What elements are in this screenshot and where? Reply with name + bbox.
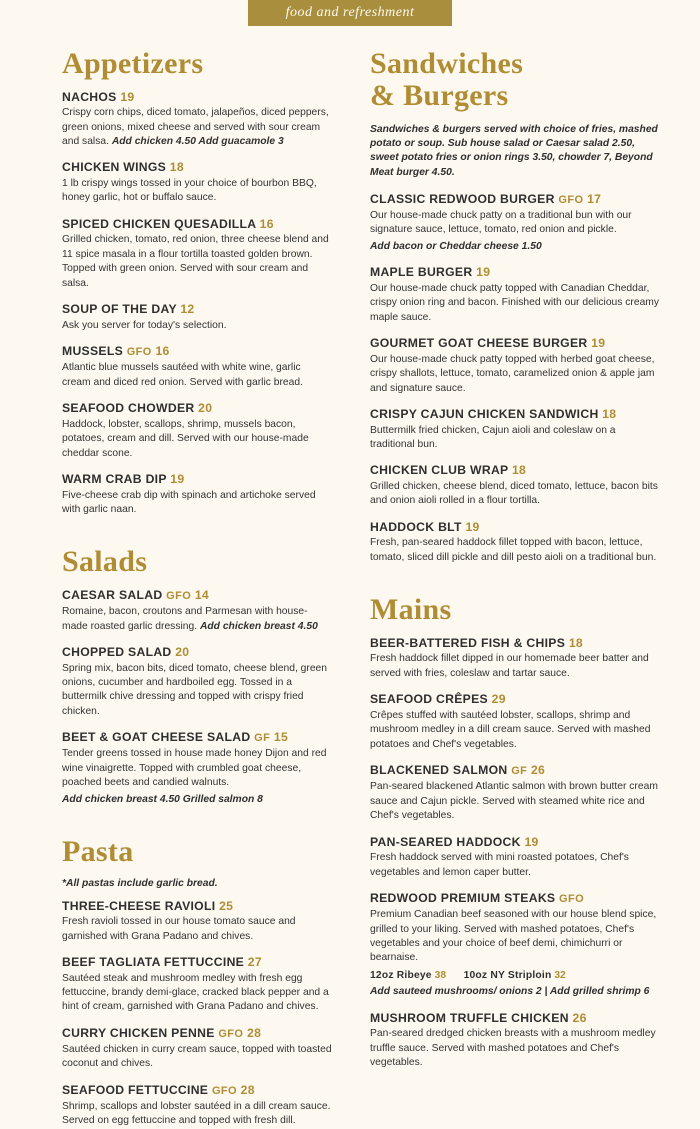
menu-item <box>62 90 332 150</box>
menu-item-name: CHOPPED SALAD <box>62 644 172 659</box>
menu-item-head <box>62 955 332 970</box>
menu-item-desc: Fresh, pan-seared haddock fillet topped with bacon, lettuce, tomato, sliced dill pickle and dill pesto aioli on a traditional bun. <box>370 537 657 563</box>
menu-item-head <box>370 192 660 207</box>
menu-item-head <box>370 520 660 535</box>
menu-item-head <box>62 1083 332 1098</box>
menu-item-desc: Sautéed steak and mushroom medley with fresh egg fettuccine, brandy demi-glace, cracked black pepper and a hint of cream, garnished with Grana Padano and chives. <box>62 972 329 1013</box>
menu-item-head <box>370 336 660 351</box>
spacer <box>370 576 660 594</box>
menu-item-head <box>62 302 332 317</box>
desc-text: Crispy corn chips, diced tomato, jalapeños, diced peppers, green onions, mixed cheese and served with sour cream and salsa. <box>62 107 329 147</box>
menu-item-desc: Tender greens tossed in house made honey Dijon and red wine vinaigrette. Topped with crumbled goat cheese, poached beets and candied walnuts. <box>62 748 327 789</box>
menu-item <box>62 955 332 1015</box>
menu-item-head <box>62 160 332 175</box>
menu-item-name: MUSHROOM TRUFFLE CHICKEN <box>370 1010 569 1025</box>
menu-item-head <box>370 265 660 280</box>
menu-item <box>62 730 332 807</box>
menu-item-head <box>370 636 660 651</box>
pasta-note: *All pastas include garlic bread. <box>62 877 218 889</box>
right-column <box>350 47 700 1069</box>
menu-item-name: SEAFOOD FETTUCCINE <box>62 1082 209 1097</box>
menu-item-price: 29 <box>491 692 506 707</box>
menu-item-name: BEEF TAGLIATA FETTUCCINE <box>62 954 245 969</box>
menu-item-desc: Spring mix, bacon bits, diced tomato, cheese blend, green onions, cucumber and hardboiled egg. Tossed in a buttermilk chive dressing and topped with crispy fried chicken. <box>62 662 328 717</box>
menu-item-head <box>370 835 660 850</box>
menu-item-addon: Add bacon or Cheddar cheese 1.50 <box>370 240 542 252</box>
menu-item-price: 16 <box>259 216 274 231</box>
menu-item-name: NACHOS <box>62 89 117 104</box>
menu-item-price: 14 <box>194 587 210 602</box>
menu-item-name: REDWOOD PREMIUM STEAKS <box>370 890 556 905</box>
menu-item-desc: Fresh ravioli tossed in our house tomato sauce and garnished with Grana Padano and chives. <box>62 916 296 942</box>
menu-item-head <box>370 763 660 778</box>
menu-item-price: 16 <box>155 344 170 359</box>
menu-item-desc <box>62 605 332 634</box>
menu-item-name: CRISPY CAJUN CHICKEN SANDWICH <box>370 406 599 421</box>
menu-item-name: SOUP OF THE DAY <box>62 302 177 317</box>
menu-item-desc: Our house-made chuck patty on a traditional bun with our signature sauce, lettuce, tomato, red onion and pickle. <box>370 210 632 236</box>
menu-item-price: 27 <box>247 954 262 969</box>
menu-item <box>370 336 660 396</box>
variant-separator <box>449 970 461 981</box>
menu-item <box>62 1083 332 1129</box>
menu-item-head <box>62 344 332 359</box>
menu-item <box>62 302 332 333</box>
left-column <box>0 47 350 1127</box>
menu-item-price: 19 <box>476 265 491 280</box>
menu-item-head <box>370 463 660 478</box>
menu-item-desc: Premium Canadian beef seasoned with our house blend spice, grilled to your liking. Served with mashed potatoes, Chef's vegetables and your choice of beef demi, chimichurri or bearnaise. <box>370 909 657 964</box>
menu-item-desc: Shrimp, scallops and lobster sautéed in a dill cream sauce. Served on egg fettuccine and topped with fresh dill. <box>62 1101 331 1127</box>
menu-item-tag: GFO <box>126 346 152 359</box>
menu-item <box>370 407 660 452</box>
menu-item-head <box>370 407 660 422</box>
section-title-sandwiches-burgers <box>370 48 660 111</box>
menu-item-tag: GF <box>511 765 528 778</box>
menu-item-head <box>62 401 332 416</box>
menu-item-desc: Pan-seared blackened Atlantic salmon with brown butter cream sauce and Cajun pickle. Served with steamed white rice and Chef's vegetables. <box>370 781 658 822</box>
menu-item-desc: Fresh haddock fillet dipped in our homemade beer batter and served with fries, coleslaw and tartar sauce. <box>370 653 649 679</box>
menu-item-addon: Add chicken breast 4.50 <box>199 620 318 632</box>
menu-item <box>370 692 660 752</box>
menu-item <box>62 645 332 719</box>
section-title-pasta: Pasta <box>62 835 134 869</box>
desc-text: Romaine, bacon, croutons and Parmesan with house-made roasted garlic dressing. <box>62 606 308 632</box>
menu-item-desc: Crêpes stuffed with sautéed lobster, scallops, shrimp and mushroom medley in a dill cream sauce. Served with mashed potatoes and Chef's vegetables. <box>370 709 651 750</box>
menu-item-name: HADDOCK BLT <box>370 519 462 534</box>
menu-item-head <box>62 645 332 660</box>
variant-price: 32 <box>554 969 566 981</box>
menu-item-head <box>62 90 332 105</box>
menu-item <box>370 636 660 681</box>
menu-item-tag: GFO <box>558 193 584 206</box>
menu-item-name: THREE-CHEESE RAVIOLI <box>62 898 216 913</box>
menu-item <box>62 899 332 944</box>
menu-item-desc <box>62 106 332 149</box>
menu-item-desc: Our house-made chuck patty topped with Canadian Cheddar, crispy onion ring and bacon. Finished with our delicious creamy maple sauce. <box>370 282 660 323</box>
menu-item-head <box>62 1026 332 1041</box>
menu-item <box>62 588 332 634</box>
menu-item-desc: Grilled chicken, tomato, red onion, three cheese blend and 11 spice masala in a flour tortilla toasted golden brown. Topped with green onion. Served with sour cream and salsa. <box>62 234 329 289</box>
menu-item-tag: GFO <box>559 892 585 905</box>
menu-item-name: SPICED CHICKEN QUESADILLA <box>62 216 256 231</box>
menu-item-head <box>370 1011 660 1026</box>
menu-item-price: 28 <box>240 1082 255 1097</box>
menu-item-desc: Atlantic blue mussels sautéed with white wine, garlic cream and diced red onion. Served with garlic bread. <box>62 362 303 388</box>
menu-item <box>370 463 660 508</box>
menu-item-price: 26 <box>572 1010 587 1025</box>
menu-item-addon: Add chicken breast 4.50 Grilled salmon 8 <box>62 793 263 805</box>
menu-item-name: PAN-SEARED HADDOCK <box>370 834 521 849</box>
menu-item-price: 18 <box>602 406 617 421</box>
menu-item-tag: GF <box>254 732 271 745</box>
menu-item-name: GOURMET GOAT CHEESE BURGER <box>370 336 588 351</box>
section-title-salads: Salads <box>62 545 148 579</box>
variant-price: 38 <box>434 969 447 981</box>
menu-item-price: 15 <box>273 730 289 745</box>
menu-item-desc: Sautéed chicken in curry cream sauce, topped with toasted coconut and chives. <box>62 1044 332 1070</box>
menu-item <box>62 217 332 291</box>
menu-item-head <box>62 588 332 603</box>
menu-item-name: CHICKEN WINGS <box>62 160 167 175</box>
menu-item <box>62 344 332 390</box>
sandwiches-intro: Sandwiches & burgers served with choice of fries, mashed potato or soup. Sub house salad or Caesar salad 2.50, sweet potato fries or onion rings 3.50, chowder 7, Beyond Meat burger 4.50. <box>370 124 658 178</box>
banner-text: food and refreshment <box>285 5 415 20</box>
page-banner <box>248 0 452 26</box>
menu-item-price: 20 <box>198 401 213 416</box>
spacer <box>62 818 332 836</box>
menu-item <box>370 520 660 565</box>
menu-item-name: CAESAR SALAD <box>62 587 163 602</box>
menu-item-addon: Add chicken 4.50 Add guacamole 3 <box>111 135 284 147</box>
menu-item-price: 19 <box>591 336 606 351</box>
menu-item-desc: 1 lb crispy wings tossed in your choice of bourbon BBQ, honey garlic, hot or buffalo sauce. <box>62 178 317 204</box>
menu-item-name: WARM CRAB DIP <box>62 471 167 486</box>
menu-item-desc: Fresh haddock served with mini roasted potatoes, Chef's vegetables and lemon caper butter. <box>370 852 629 878</box>
menu-item-desc: Five-cheese crab dip with spinach and artichoke served with garlic naan. <box>62 489 316 516</box>
menu-page <box>0 47 700 1127</box>
menu-item <box>370 763 660 823</box>
menu-item <box>370 1011 660 1071</box>
sandwiches-title-line2: & Burgers <box>370 78 509 112</box>
menu-item-name: BEET & GOAT CHEESE SALAD <box>62 730 251 745</box>
menu-item-name: BEER-BATTERED FISH & CHIPS <box>370 635 566 650</box>
menu-item-tag: GFO <box>166 589 192 602</box>
menu-item-head <box>62 472 332 487</box>
section-title-appetizers: Appetizers <box>62 47 204 80</box>
menu-item-head <box>370 692 660 707</box>
menu-item-price: 20 <box>175 644 190 659</box>
menu-item-desc: Grilled chicken, cheese blend, diced tomato, lettuce, bacon bits and onion aioli rolled in a flour tortilla. <box>370 481 658 507</box>
menu-item-variants <box>370 969 660 983</box>
menu-item-name: MUSSELS <box>62 344 124 359</box>
menu-item <box>370 192 660 254</box>
menu-item-name: SEAFOOD CHOWDER <box>62 401 195 416</box>
menu-item-price: 18 <box>568 635 583 650</box>
menu-item <box>62 401 332 461</box>
menu-item-desc: Buttermilk fried chicken, Cajun aioli and coleslaw on a traditional bun. <box>370 424 616 450</box>
spacer <box>62 528 332 546</box>
menu-item-price: 19 <box>465 519 480 534</box>
menu-item-addon: Add sauteed mushrooms/ onions 2 | Add grilled shrimp 6 <box>370 986 650 998</box>
menu-item-price: 12 <box>180 302 195 317</box>
menu-item-name: SEAFOOD CRÊPES <box>370 692 488 707</box>
menu-item-desc: Haddock, lobster, scallops, shrimp, mussels bacon, potatoes, cream and dill. Served with our house-made cheddar scone. <box>62 418 309 459</box>
menu-item-tag: GFO <box>218 1027 244 1040</box>
menu-item-desc: Our house-made chuck patty topped with herbed goat cheese, crispy shallots, lettuce, tomato, caramelized onion & apple jam and signature sauce. <box>370 353 655 394</box>
section-title-mains: Mains <box>370 593 452 627</box>
menu-item-name: CHICKEN CLUB WRAP <box>370 463 509 478</box>
menu-item-tag: GFO <box>211 1084 237 1097</box>
variant-name: 12oz Ribeye <box>370 969 432 981</box>
menu-item <box>62 1026 332 1072</box>
menu-item-price: 19 <box>524 834 539 849</box>
menu-item-head <box>62 217 332 232</box>
variant-name: 10oz NY Striploin <box>463 969 552 981</box>
menu-item-price: 26 <box>530 763 546 778</box>
menu-item-price: 18 <box>169 160 184 175</box>
menu-item-name: CURRY CHICKEN PENNE <box>62 1025 215 1040</box>
menu-item-head <box>370 891 660 906</box>
menu-item <box>370 265 660 325</box>
menu-item-price: 28 <box>247 1025 262 1040</box>
menu-item-name: CLASSIC REDWOOD BURGER <box>370 191 555 206</box>
menu-item-desc: Ask you server for today's selection. <box>62 319 227 331</box>
menu-item <box>62 160 332 205</box>
menu-item-desc: Pan-seared dredged chicken breasts with a mushroom medley truffle sauce. Served with mashed potatoes and Chef's vegetables. <box>370 1028 656 1069</box>
sandwiches-title-line1: Sandwiches <box>370 47 524 80</box>
menu-item-price: 17 <box>587 191 602 206</box>
menu-item-price: 19 <box>170 471 185 486</box>
menu-item-price: 19 <box>120 89 135 104</box>
menu-item <box>62 472 332 517</box>
menu-item <box>370 835 660 880</box>
menu-item-name: MAPLE BURGER <box>370 265 473 280</box>
menu-item-name: BLACKENED SALMON <box>370 763 508 778</box>
menu-item-price: 18 <box>511 463 527 478</box>
menu-item-head <box>62 899 332 914</box>
menu-item-price: 25 <box>219 898 234 913</box>
menu-item <box>370 891 660 1000</box>
menu-item-head <box>62 730 332 745</box>
